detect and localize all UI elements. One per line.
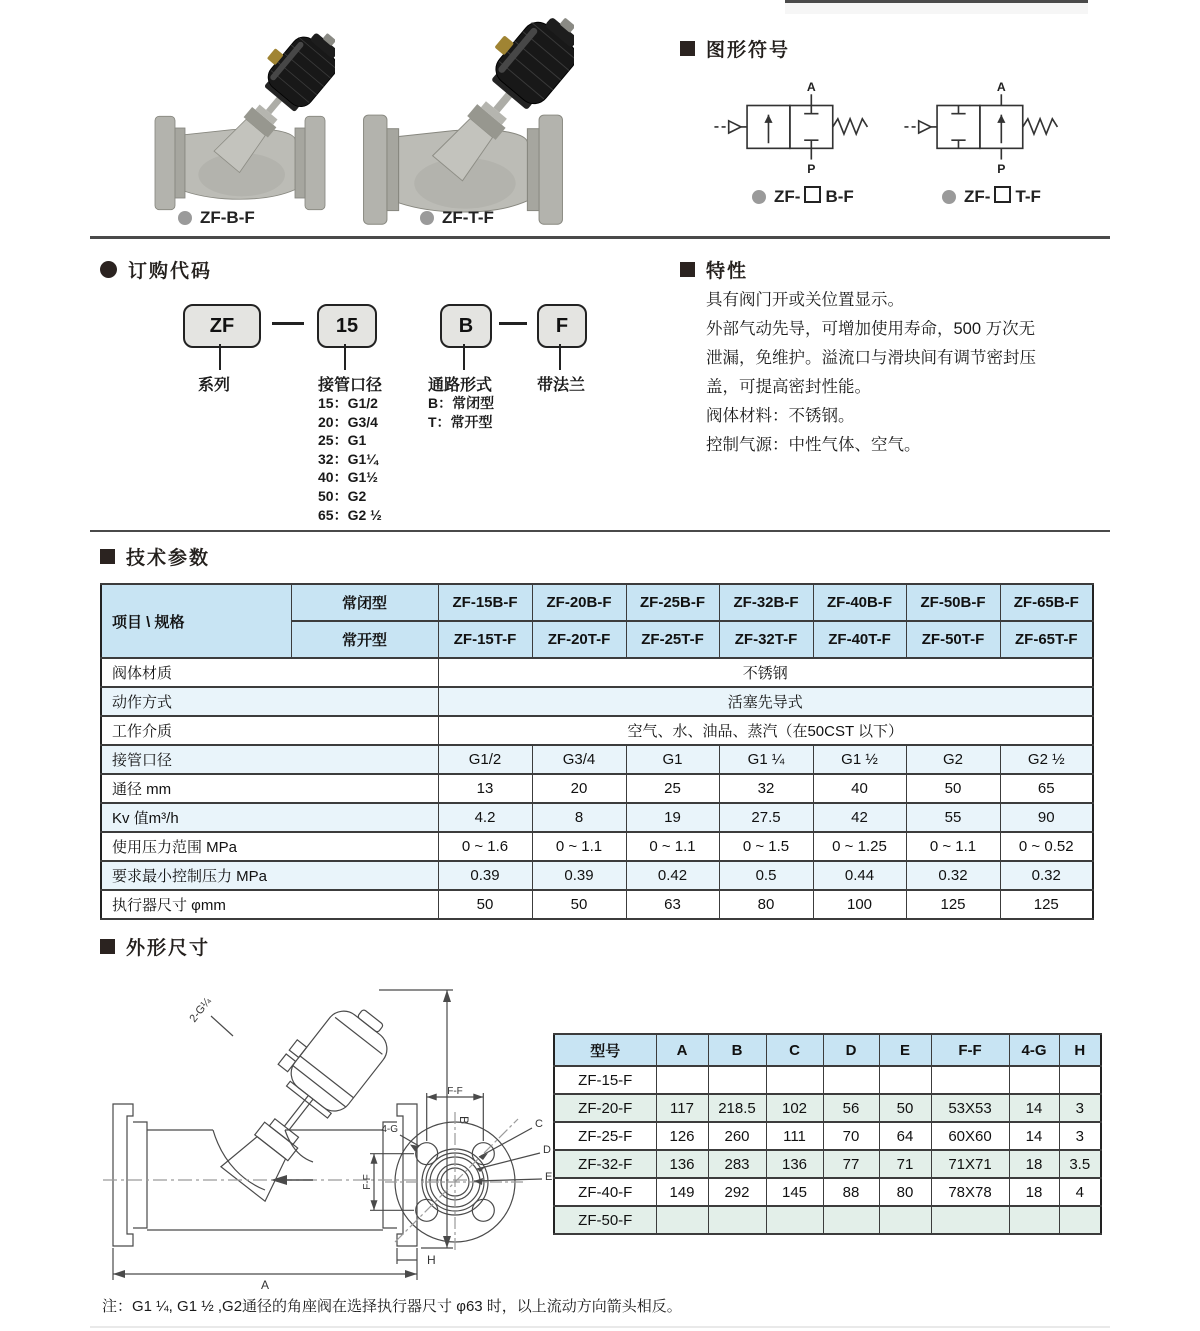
bullet-icon (752, 190, 766, 204)
tech-spec-value: 0.44 (813, 861, 906, 890)
features-text (706, 286, 1126, 460)
dim-h-label: H (427, 1253, 436, 1267)
bore-option: 20：G3/4 (318, 413, 378, 430)
dim-value-cell: 71X71 (931, 1150, 1009, 1178)
tech-spec-value: 0 ~ 0.52 (1000, 832, 1093, 861)
dim-value-cell: 136 (766, 1150, 823, 1178)
tech-spec-span-value: 空气、水、油品、蒸汽（在50CST 以下） (438, 716, 1093, 745)
tech-model-cell: ZF-20B-F (532, 584, 626, 621)
dim-value-cell (931, 1206, 1009, 1234)
dim-table (553, 1033, 1102, 1235)
dim-header-cell: B (708, 1034, 766, 1066)
ports-label: 2-G¼ (187, 995, 214, 1025)
dim-value-cell: 77 (823, 1150, 879, 1178)
feature-line: 盖，可提高密封性能。 (706, 378, 871, 396)
dim-header-cell: F-F (931, 1034, 1009, 1066)
dim-value-cell: 218.5 (708, 1094, 766, 1122)
tech-model-cell: ZF-65T-F (1000, 621, 1093, 658)
tech-model-cell: ZF-20T-F (532, 621, 626, 658)
dim-model-cell: ZF-40-F (554, 1178, 656, 1206)
section-square-icon (680, 262, 695, 277)
section-ordering (100, 256, 212, 283)
dim-header-cell: 4-G (1009, 1034, 1059, 1066)
four-g-label: 4-G (381, 1124, 398, 1135)
tech-spec-value: 42 (813, 803, 906, 832)
dim-value-cell: 117 (656, 1094, 708, 1122)
tech-model-cell: ZF-32T-F (719, 621, 813, 658)
dim-value-cell (1059, 1206, 1101, 1234)
feature-line: 具有阀门开或关位置显示。 (706, 291, 904, 309)
dim-header-cell: C (766, 1034, 823, 1066)
tech-spec-value: G1 ¼ (719, 745, 813, 774)
tech-spec-value: 20 (532, 774, 626, 803)
port-a-label: A (806, 80, 816, 95)
tech-spec-value: 0 ~ 1.5 (719, 832, 813, 861)
tech-spec-span-value: 活塞先导式 (438, 687, 1093, 716)
photo-label-zf-b-f (178, 208, 255, 228)
dim-value-cell: 3 (1059, 1122, 1101, 1150)
dim-ff-top-label: F-F (447, 1086, 463, 1097)
placeholder-box-icon (804, 186, 821, 203)
tech-spec-value: 50 (532, 890, 626, 919)
tech-spec-value: 100 (813, 890, 906, 919)
dim-value-cell: 56 (823, 1094, 879, 1122)
tech-spec-value: 125 (1000, 890, 1093, 919)
tech-spec-value: 8 (532, 803, 626, 832)
code-box-bore: 15 (317, 304, 377, 348)
pneumatic-symbol-no (895, 80, 1075, 182)
dim-value-cell (931, 1066, 1009, 1094)
tech-spec-value: 0.39 (438, 861, 532, 890)
tech-spec-value: 40 (813, 774, 906, 803)
dim-value-cell (823, 1066, 879, 1094)
dim-header-cell: E (879, 1034, 931, 1066)
bullet-icon (178, 211, 192, 225)
pneumatic-symbol-nc (705, 80, 885, 182)
dim-value-cell: 102 (766, 1094, 823, 1122)
section-title: 特性 (706, 261, 749, 282)
dim-value-cell: 18 (1009, 1178, 1059, 1206)
tech-closed-label: 常闭型 (291, 584, 438, 621)
dim-value-cell: 14 (1009, 1122, 1059, 1150)
tech-spec-value: 0.39 (532, 861, 626, 890)
tech-spec-value: 80 (719, 890, 813, 919)
dim-value-cell: 60X60 (931, 1122, 1009, 1150)
symbol-name: ZF- T-F (964, 187, 1041, 206)
tech-spec-value: G1 ½ (813, 745, 906, 774)
dim-table-body (554, 1034, 1101, 1234)
tech-spec-label: 动作方式 (101, 687, 438, 716)
section-title: 图形符号 (706, 40, 791, 61)
dim-value-cell (708, 1206, 766, 1234)
dim-model-cell: ZF-50-F (554, 1206, 656, 1234)
code-box-series: ZF (183, 304, 261, 348)
bore-option: 50：G2 (318, 487, 367, 504)
tech-spec-value: 0.32 (906, 861, 1000, 890)
dim-value-cell: 18 (1009, 1150, 1059, 1178)
dim-value-cell (766, 1066, 823, 1094)
photo-label-zf-t-f (420, 208, 494, 228)
dim-value-cell: 50 (879, 1094, 931, 1122)
code-box-flange: F (537, 304, 587, 348)
dim-value-cell: 4 (1059, 1178, 1101, 1206)
tech-spec-value: 27.5 (719, 803, 813, 832)
section-symbols (680, 35, 790, 62)
dim-value-cell: 145 (766, 1178, 823, 1206)
tech-spec-value: G1/2 (438, 745, 532, 774)
dim-ff-left-label: F-F (362, 1174, 373, 1190)
section-title: 订购代码 (128, 261, 213, 282)
dim-a-label: A (260, 1278, 270, 1292)
tech-spec-label: 要求最小控制压力 MPa (101, 861, 438, 890)
section-title: 技术参数 (126, 548, 211, 569)
code-box-path: B (440, 304, 492, 348)
tech-spec-label: Kv 值m³/h (101, 803, 438, 832)
tech-spec-value: 0 ~ 1.1 (532, 832, 626, 861)
tech-spec-value: G2 ½ (1000, 745, 1093, 774)
tech-spec-value: G1 (626, 745, 719, 774)
tech-open-label: 常开型 (291, 621, 438, 658)
bullet-icon (942, 190, 956, 204)
section-square-icon (100, 549, 115, 564)
tech-spec-value: 13 (438, 774, 532, 803)
dim-value-cell: 292 (708, 1178, 766, 1206)
tech-spec-value: 25 (626, 774, 719, 803)
tech-model-cell: ZF-65B-F (1000, 584, 1093, 621)
product-name: ZF-T-F (442, 208, 494, 227)
tech-spec-value: 55 (906, 803, 1000, 832)
dim-value-cell: 126 (656, 1122, 708, 1150)
dim-value-cell: 70 (823, 1122, 879, 1150)
tech-spec-value: 0 ~ 1.1 (906, 832, 1000, 861)
dim-header-cell: D (823, 1034, 879, 1066)
dim-value-cell (879, 1066, 931, 1094)
tech-spec-value: 125 (906, 890, 1000, 919)
tech-spec-value: G3/4 (532, 745, 626, 774)
port-p-label: P (997, 161, 1006, 176)
tech-spec-span-value: 不锈钢 (438, 658, 1093, 687)
section-tech (100, 543, 210, 570)
tech-spec-value: 0 ~ 1.1 (626, 832, 719, 861)
port-a-label: A (996, 80, 1006, 95)
dim-value-cell: 260 (708, 1122, 766, 1150)
dim-value-cell: 80 (879, 1178, 931, 1206)
section-circle-icon (100, 261, 117, 278)
feature-line: 阀体材料：不锈钢。 (706, 407, 855, 425)
bullet-icon (420, 211, 434, 225)
dim-value-cell: 78X78 (931, 1178, 1009, 1206)
product-name: ZF-B-F (200, 208, 255, 227)
tech-model-cell: ZF-50T-F (906, 621, 1000, 658)
dim-value-cell: 136 (656, 1150, 708, 1178)
dim-model-cell: ZF-15-F (554, 1066, 656, 1094)
dim-value-cell: 64 (879, 1122, 931, 1150)
dim-d-label: D (543, 1144, 551, 1156)
dim-value-cell: 88 (823, 1178, 879, 1206)
tech-spec-label: 通径 mm (101, 774, 438, 803)
code-dash (272, 322, 304, 325)
tech-spec-label: 使用压力范围 MPa (101, 832, 438, 861)
dim-model-cell: ZF-25-F (554, 1122, 656, 1150)
tech-spec-value: G2 (906, 745, 1000, 774)
tech-table (100, 583, 1094, 920)
tech-spec-value: 0.32 (1000, 861, 1093, 890)
tech-model-cell: ZF-25T-F (626, 621, 719, 658)
tech-model-cell: ZF-50B-F (906, 584, 1000, 621)
dim-header-cell: 型号 (554, 1034, 656, 1066)
dim-value-cell: 14 (1009, 1094, 1059, 1122)
tech-model-cell: ZF-32B-F (719, 584, 813, 621)
connector-line (344, 344, 346, 370)
footnote: 注：G1 ¼, G1 ½ ,G2通径的角座阀在选择执行器尺寸 φ63 时，以上流动方向箭头相反。 (102, 1298, 682, 1315)
section-divider (90, 530, 1110, 532)
tech-spec-value: 0 ~ 1.6 (438, 832, 532, 861)
code-dash (499, 322, 527, 325)
bottom-divider (90, 1326, 1110, 1328)
port-p-label: P (807, 161, 816, 176)
tech-spec-value: 0 ~ 1.25 (813, 832, 906, 861)
valve-photo-svg (352, 0, 574, 234)
valve-photo-small (145, 18, 335, 223)
dim-value-cell: 71 (879, 1150, 931, 1178)
dim-value-cell: 3.5 (1059, 1150, 1101, 1178)
bore-option: 40：G1½ (318, 469, 378, 486)
tech-spec-value: 0.42 (626, 861, 719, 890)
symbol-label-no (942, 186, 1041, 207)
connector-line (463, 344, 465, 370)
connector-line (219, 344, 221, 370)
path-option: T：常开型 (428, 413, 493, 430)
dim-value-cell: 283 (708, 1150, 766, 1178)
bore-option: 65：G2 ½ (318, 506, 382, 523)
symbol-label-nc (752, 186, 854, 207)
dim-value-cell: 53X53 (931, 1094, 1009, 1122)
tech-spec-label: 阀体材质 (101, 658, 438, 687)
top-accent-band (785, 3, 1088, 14)
dim-value-cell (656, 1206, 708, 1234)
tech-model-cell: ZF-40B-F (813, 584, 906, 621)
feature-line: 泄漏，免维护。溢流口与滑块间有调节密封压 (706, 349, 1036, 367)
tech-spec-value: 63 (626, 890, 719, 919)
connector-line (559, 344, 561, 370)
label-path: 通路形式 (428, 377, 493, 394)
valve-photo-svg (145, 18, 335, 218)
label-series: 系列 (198, 377, 231, 394)
tech-model-cell: ZF-15B-F (438, 584, 532, 621)
dim-value-cell (656, 1066, 708, 1094)
feature-line: 外部气动先导，可增加使用寿命，500 万次无 (706, 320, 1036, 338)
tech-model-cell: ZF-40T-F (813, 621, 906, 658)
tech-spec-value: 32 (719, 774, 813, 803)
valve-photo-large (352, 0, 574, 239)
dim-value-cell (1009, 1206, 1059, 1234)
label-flange: 带法兰 (537, 377, 586, 394)
bore-option: 15：G1/2 (318, 395, 378, 411)
section-features (680, 256, 748, 283)
tech-table-body (101, 584, 1093, 919)
bore-option: 25：G1 (318, 432, 367, 449)
label-bore: 接管口径 (318, 377, 383, 394)
dim-b-label: B (457, 1115, 471, 1125)
symbol-name: ZF- B-F (774, 187, 854, 206)
tech-model-cell: ZF-25B-F (626, 584, 719, 621)
path-option: B：常闭型 (428, 395, 495, 411)
tech-spec-value: 50 (906, 774, 1000, 803)
dim-value-cell: 111 (766, 1122, 823, 1150)
dim-value-cell: 149 (656, 1178, 708, 1206)
dim-model-cell: ZF-32-F (554, 1150, 656, 1178)
tech-model-cell: ZF-15T-F (438, 621, 532, 658)
tech-corner-cell: 项目 \ 规格 (101, 584, 291, 658)
dim-header-cell: A (656, 1034, 708, 1066)
section-square-icon (680, 41, 695, 56)
dim-c-label: C (535, 1118, 543, 1130)
tech-spec-value: 90 (1000, 803, 1093, 832)
bore-options-list (318, 394, 382, 524)
dim-header-cell: H (1059, 1034, 1101, 1066)
tech-spec-label: 工作介质 (101, 716, 438, 745)
dim-value-cell (823, 1206, 879, 1234)
dim-value-cell (879, 1206, 931, 1234)
section-title: 外形尺寸 (126, 938, 211, 959)
dim-value-cell (708, 1066, 766, 1094)
tech-spec-value: 19 (626, 803, 719, 832)
tech-spec-label: 执行器尺寸 φmm (101, 890, 438, 919)
dim-e-label: E (545, 1171, 553, 1183)
tech-spec-value: 50 (438, 890, 532, 919)
placeholder-box-icon (994, 186, 1011, 203)
section-divider (90, 236, 1110, 239)
dim-value-cell (1059, 1066, 1101, 1094)
dim-model-cell: ZF-20-F (554, 1094, 656, 1122)
dim-value-cell (1009, 1066, 1059, 1094)
bore-option: 32：G1¼ (318, 450, 378, 467)
path-options-list (428, 394, 494, 431)
flange-front-drawing (360, 1085, 555, 1280)
dim-value-cell (766, 1206, 823, 1234)
tech-spec-value: 65 (1000, 774, 1093, 803)
tech-spec-label: 接管口径 (101, 745, 438, 774)
tech-spec-value: 4.2 (438, 803, 532, 832)
feature-line: 控制气源：中性气体、空气。 (706, 436, 921, 454)
tech-spec-value: 0.5 (719, 861, 813, 890)
dim-value-cell: 3 (1059, 1094, 1101, 1122)
